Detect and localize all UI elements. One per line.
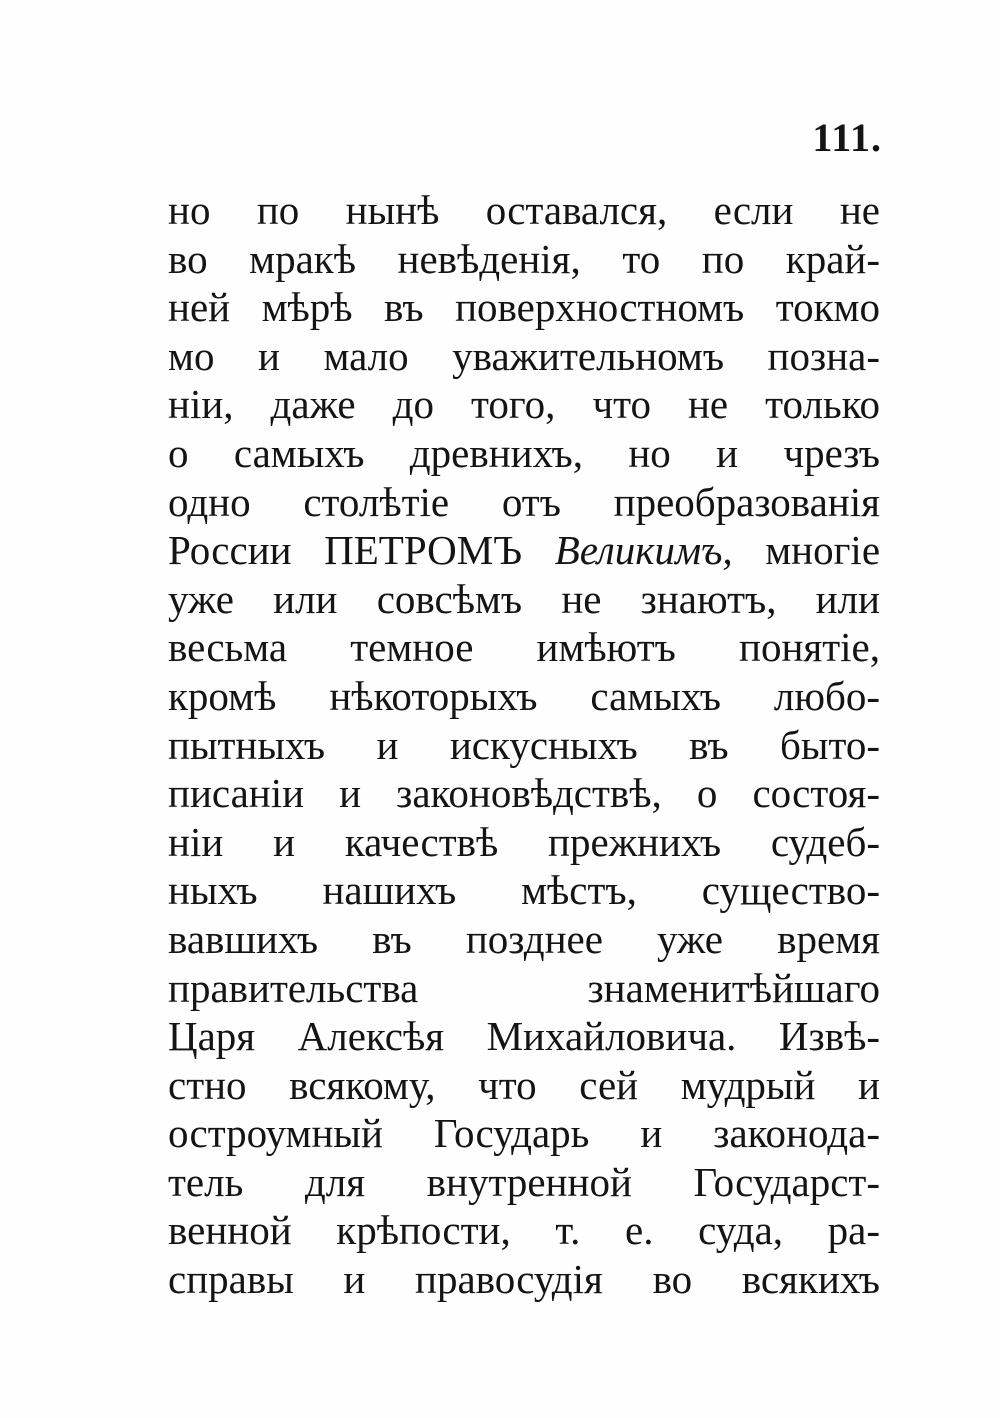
text-line-20: остроумный Государь и законода- [168,1110,880,1157]
text-line-10: весьма темное имѣютъ понятiе, [168,624,880,671]
text-line-13: писанiи и законовѣдствѣ, о состоя- [168,770,880,817]
text-line-19: стно всякому, что сей мудрый и [168,1061,880,1108]
text-line-1: но по нынѣ оставался, если не [168,187,880,233]
text-line-8-italic: Великимъ, [554,527,733,574]
text-line-5: нiи, даже до того, что не только [168,381,880,428]
text-line-15: ныхъ нашихъ мѣстъ, существо- [168,867,880,914]
text-line-8 [168,526,880,575]
text-line-22: венной крѣпости, т. е. суда, ра- [168,1207,880,1254]
text-line-21: тель для внутренной Государст- [168,1158,880,1205]
body-text [168,186,880,1304]
text-line-14: нiи и качествѣ прежнихъ судеб- [168,818,880,865]
text-line-7: одно столѣтiе отъ преобразованiя [168,478,880,525]
text-line-11: кромѣ нѣкоторыхъ самыхъ любо- [168,672,880,719]
text-line-4: мо и мало уважительномъ позна- [168,332,880,379]
text-line-2: во мракѣ невѣденія, то по край- [168,235,880,282]
text-line-8-start: России ПЕТРОМЪ [168,527,523,574]
text-line-9: уже или совсѣмъ не знаютъ, или [168,575,880,622]
text-line-17: правительства знаменитѣйшаго [168,964,880,1011]
text-line-6: о самыхъ древнихъ, но и чрезъ [168,429,880,476]
text-line-16: вавшихъ въ позднее уже время [168,915,880,962]
text-line-23: справы и правосудiя во всякихъ [168,1256,880,1303]
text-line-18: Царя Алексѣя Михайловича. Извѣ- [168,1013,880,1060]
text-line-8-end: многiе [765,527,880,574]
text-line-12: пытныхъ и искусныхъ въ быто- [168,721,880,768]
page-number: 111. [812,115,882,160]
text-line-3: ней мѣрѣ въ поверхностномъ токмо [168,284,880,331]
